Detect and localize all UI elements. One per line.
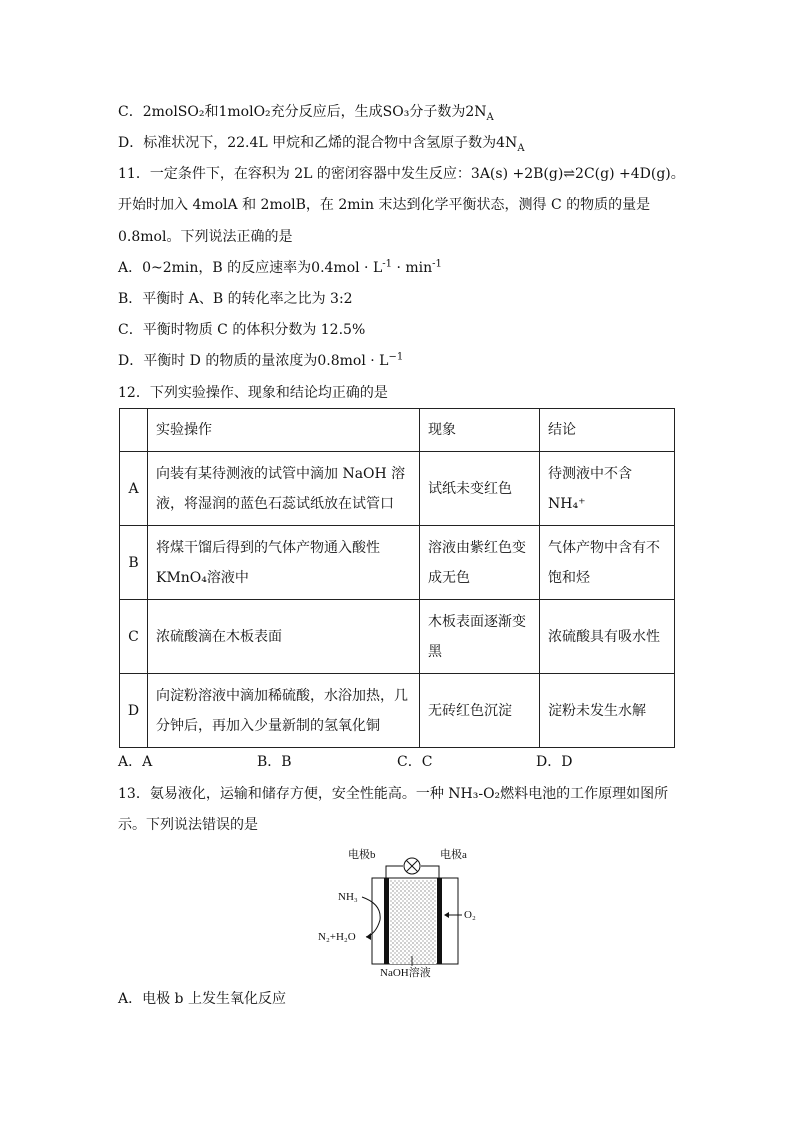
experiment-table — [119, 408, 675, 748]
row-phenomenon: 木板表面逐渐变黑 — [420, 600, 540, 674]
header-conclusion: 结论 — [540, 409, 675, 452]
q11-option-c: C．平衡时物质 C 的体积分数为 12.5% — [118, 322, 366, 338]
products-label: N₂+H₂O — [318, 931, 356, 943]
row-label: D — [120, 674, 148, 748]
o2-arrowhead — [444, 912, 449, 918]
q11-stem-line3: 0.8mol。下列说法正确的是 — [118, 229, 293, 245]
row-label: B — [120, 526, 148, 600]
electrolyte-region — [390, 880, 436, 964]
row-conclusion: 气体产物中含有不饱和烃 — [540, 526, 675, 600]
q12-stem: 12．下列实验操作、现象和结论均正确的是 — [118, 385, 388, 401]
lamp-icon — [404, 858, 420, 874]
row-phenomenon: 试纸未变红色 — [420, 452, 540, 526]
q12-option-c: C．C — [397, 754, 433, 770]
nh3-label: NH₃ — [338, 891, 358, 903]
fuel-cell-diagram — [300, 842, 500, 982]
row-phenomenon: 无砖红色沉淀 — [420, 674, 540, 748]
row-conclusion: 待测液中不含NH₄⁺ — [540, 452, 675, 526]
q13-option-a: A．电极 b 上发生氧化反应 — [118, 991, 286, 1007]
electrode-a-label: 电极a — [440, 849, 467, 861]
row-operation: 向淀粉溶液中滴加稀硫酸，水浴加热，几分钟后，再加入少量新制的氢氧化铜 — [148, 674, 420, 748]
row-phenomenon: 溶液由紫红色变成无色 — [420, 526, 540, 600]
header-phenomenon: 现象 — [420, 409, 540, 452]
q10-option-c: C．2molSO₂和1molO₂充分反应后，生成SO₃分子数为$2N_A$ — [118, 104, 494, 123]
table-row — [120, 452, 675, 526]
header-operation: 实验操作 — [148, 409, 420, 452]
q11-option-d: D．平衡时 D 的物质的量浓度为$0.8mol \cdot L^{-1}$ — [118, 351, 404, 369]
electrode-a — [437, 878, 442, 964]
row-operation: 将煤干馏后得到的气体产物通入酸性 KMnO₄溶液中 — [148, 526, 420, 600]
table-row — [120, 600, 675, 674]
wire-left — [386, 866, 403, 878]
solution-label: NaOH溶液 — [380, 967, 431, 979]
q10-option-d: D．标准状况下，22.4L 甲烷和乙烯的混合物中含氢原子数为$4N_A$ — [118, 135, 525, 154]
row-operation: 向装有某待测液的试管中滴加 NaOH 溶液，将湿润的蓝色石蕊试纸放在试管口 — [148, 452, 420, 526]
row-conclusion: 淀粉未发生水解 — [540, 674, 675, 748]
q12-option-b: B．B — [257, 754, 292, 770]
table-row — [120, 526, 675, 600]
nh3-arrow — [362, 897, 380, 937]
q13-stem-line1: 13．氨易液化，运输和储存方便，安全性能高。一种 NH₃-O₂燃料电池的工作原理如图所 — [118, 786, 669, 802]
row-operation: 浓硫酸滴在木板表面 — [148, 600, 420, 674]
q11-stem-line2: 开始时加入 4molA 和 2molB，在 2min 末达到化学平衡状态，测得 C 的物质的量是 — [118, 197, 651, 213]
row-conclusion: 浓硫酸具有吸水性 — [540, 600, 675, 674]
q11-stem-line1: 11．一定条件下，在容积为 2L 的密闭容器中发生反应：3A(s) +2B(g)⇌2C(g) +4D(g)。 — [118, 166, 685, 182]
electrode-b-label: 电极b — [348, 849, 376, 861]
wire-right — [421, 866, 439, 878]
q12-option-d: D．D — [536, 754, 573, 770]
nh3-arrowhead — [366, 933, 371, 940]
row-label: C — [120, 600, 148, 674]
header-label — [120, 409, 148, 452]
table-header-row — [120, 409, 675, 452]
o2-label: O₂ — [464, 909, 476, 921]
row-label: A — [120, 452, 148, 526]
q11-option-b: B．平衡时 A、B 的转化率之比为 3:2 — [118, 291, 353, 307]
q11-option-a: A．0~2min，B 的反应速率为$0.4mol \cdot L^{-1} \cdot \min^{-1}$ — [118, 258, 442, 276]
electrode-b — [384, 878, 389, 964]
table-row — [120, 674, 675, 748]
q13-stem-line2: 示。下列说法错误的是 — [118, 817, 258, 833]
q12-option-a: A．A — [118, 754, 153, 770]
